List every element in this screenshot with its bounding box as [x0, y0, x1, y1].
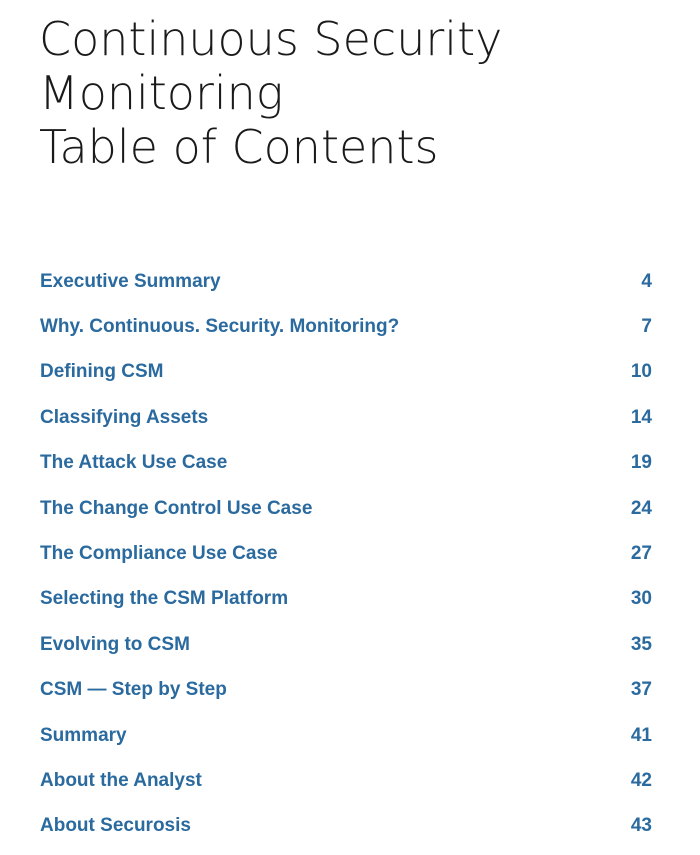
title-line: Table of Contents	[39, 120, 439, 174]
table-of-contents	[40, 259, 652, 849]
toc-entry[interactable]	[40, 395, 652, 440]
title-line: Continuous Security	[39, 12, 503, 66]
toc-entry-page: 14	[630, 406, 652, 428]
toc-entry[interactable]	[40, 259, 652, 304]
toc-entry-title: Summary	[40, 724, 127, 746]
toc-entry-page: 41	[630, 724, 652, 746]
toc-entry[interactable]	[40, 441, 652, 486]
toc-entry-page: 10	[630, 361, 652, 383]
toc-entry-page: 43	[630, 815, 652, 837]
toc-entry-title: About the Analyst	[40, 769, 202, 791]
toc-entry[interactable]	[40, 668, 652, 713]
toc-entry-page: 30	[630, 588, 652, 610]
toc-entry-page: 42	[630, 769, 652, 791]
toc-entry[interactable]	[40, 531, 652, 576]
toc-entry[interactable]	[40, 622, 652, 667]
toc-entry[interactable]	[40, 804, 652, 849]
toc-entry-page: 4	[641, 270, 652, 292]
toc-entry-title: The Change Control Use Case	[40, 497, 313, 519]
title-line: Monitoring	[39, 66, 284, 120]
toc-entry-title: Executive Summary	[40, 270, 221, 292]
toc-entry-title: About Securosis	[40, 815, 191, 837]
toc-entry[interactable]	[40, 350, 652, 395]
toc-entry[interactable]	[40, 758, 652, 803]
toc-entry-title: Evolving to CSM	[40, 633, 190, 655]
page-title	[39, 12, 502, 174]
toc-entry-title: Classifying Assets	[40, 406, 209, 428]
toc-entry[interactable]	[40, 304, 652, 349]
toc-entry-title: Defining CSM	[40, 361, 164, 383]
toc-entry-page: 37	[630, 679, 652, 701]
toc-entry-page: 19	[630, 452, 652, 474]
toc-entry[interactable]	[40, 486, 652, 531]
toc-entry-title: Selecting the CSM Platform	[40, 588, 289, 610]
toc-entry-page: 35	[630, 633, 652, 655]
toc-entry[interactable]	[40, 577, 652, 622]
toc-entry-title: The Attack Use Case	[40, 452, 228, 474]
toc-entry-title: Why. Continuous. Security. Monitoring?	[40, 316, 400, 338]
toc-entry[interactable]	[40, 713, 652, 758]
toc-entry-page: 7	[641, 316, 652, 338]
toc-entry-page: 24	[630, 497, 652, 519]
toc-entry-page: 27	[630, 543, 652, 565]
toc-entry-title: CSM — Step by Step	[40, 679, 227, 701]
toc-entry-title: The Compliance Use Case	[40, 543, 278, 565]
